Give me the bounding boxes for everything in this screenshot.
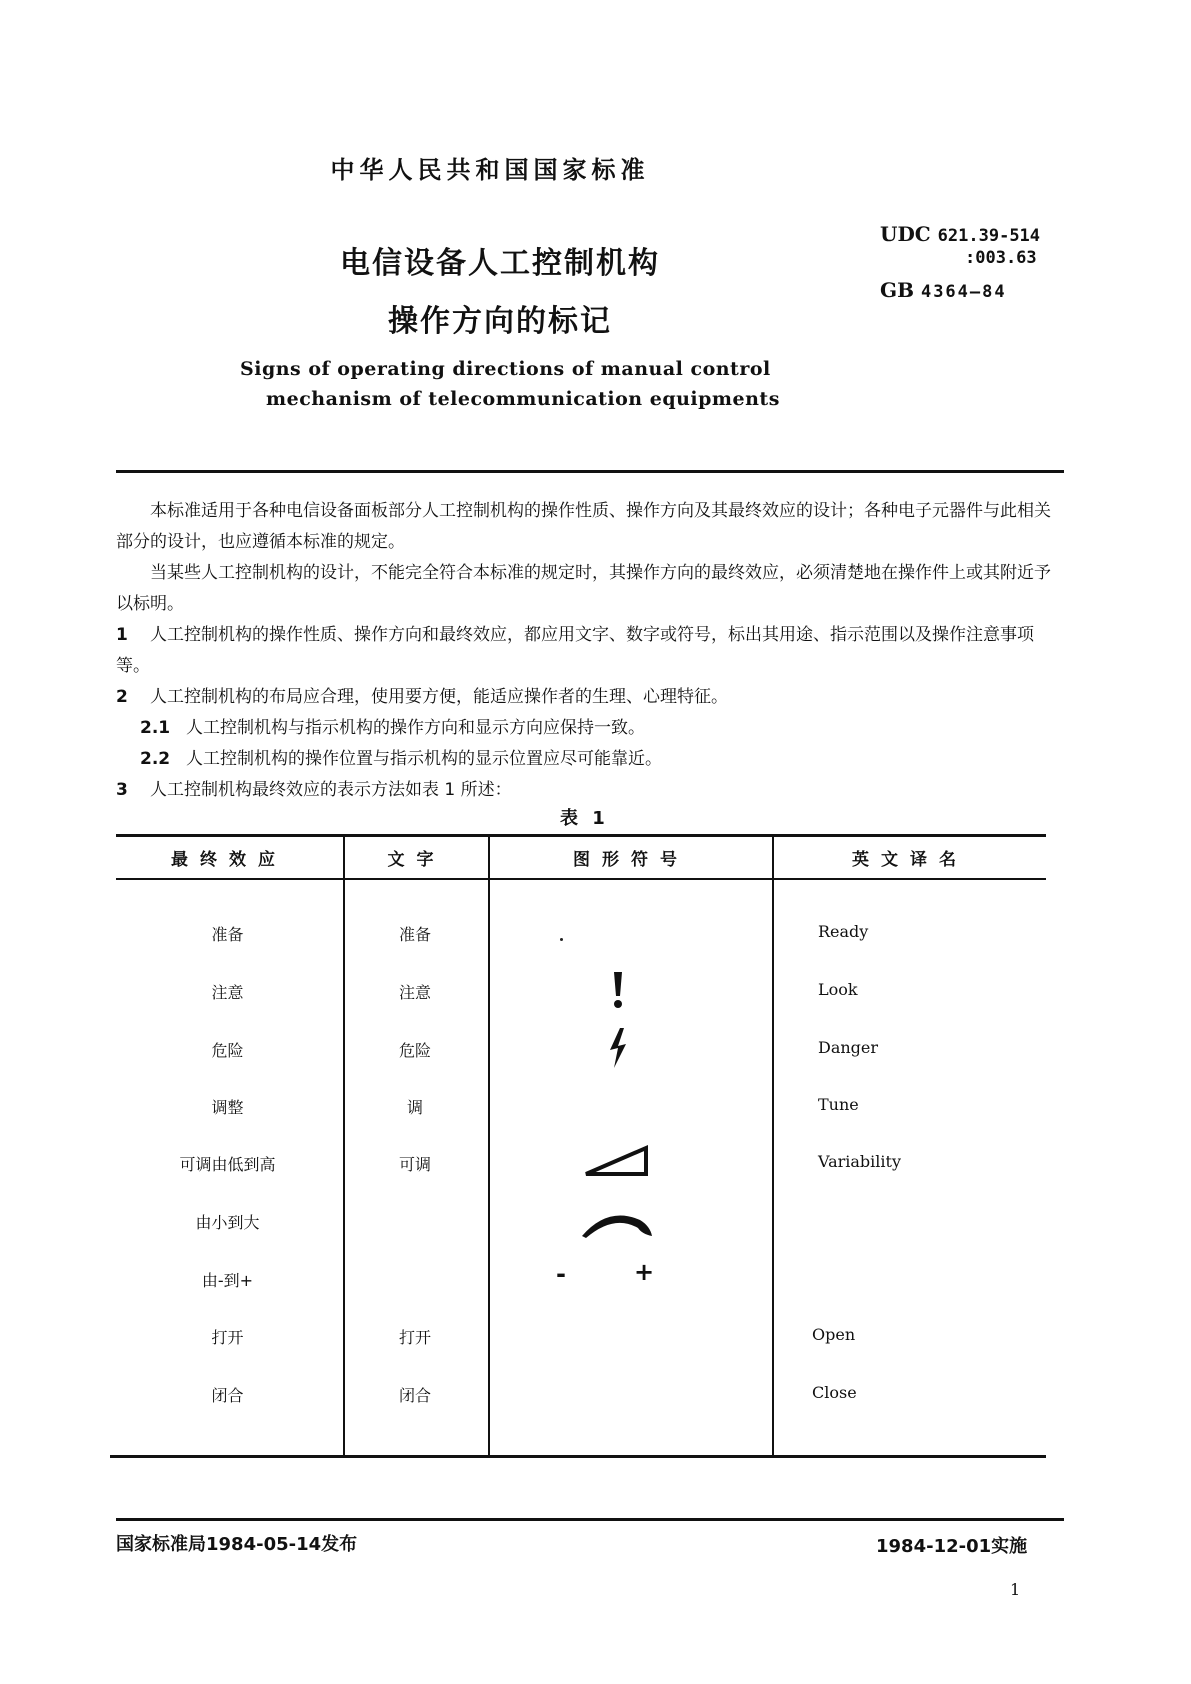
table-row-text: 准备 — [398, 925, 431, 944]
table-row-text: 注意 — [398, 983, 431, 1002]
gb-code-number: 4364—84 — [920, 282, 1007, 302]
udc-label: UDC — [880, 222, 931, 246]
clause-1 — [116, 620, 1064, 682]
clause-3-text: 人工控制机构最终效应的表示方法如表 1 所述： — [150, 780, 512, 800]
effective-date: 1984-12-01实施 — [876, 1536, 1028, 1557]
table-bottom-rule — [110, 1455, 1046, 1458]
lightning-icon — [606, 1026, 630, 1070]
table-row-english: Look — [818, 980, 858, 999]
table-row-text: 打开 — [398, 1328, 431, 1347]
clause-1-text: 人工控制机构的操作性质、操作方向和最终效应，都应用文字、数字或符号，标出其用途、指示范围以及操作注意事项等。 — [116, 625, 1034, 676]
table-header-rule — [116, 878, 1046, 880]
table-row-effect: 由-到+ — [201, 1271, 254, 1290]
table-caption: 表 1 — [560, 808, 609, 829]
clause-3 — [116, 775, 1064, 806]
table-header-english: 英文译名 — [852, 850, 968, 870]
table-row-english: Tune — [818, 1095, 859, 1114]
intro-paragraph-1-text: 本标准适用于各种电信设备面板部分人工控制机构的操作性质、操作方向及其最终效应的设计；各种电子元器件与此相关部分的设计，也应遵循本标准的规定。 — [116, 501, 1051, 552]
clause-2-2 — [140, 744, 1064, 775]
table-row-effect: 由小到大 — [195, 1213, 260, 1232]
header-divider — [116, 470, 1064, 473]
table-row-english: Danger — [818, 1038, 879, 1057]
table-row-text: 危险 — [398, 1041, 431, 1060]
title-zh-line1: 电信设备人工控制机构 — [340, 246, 660, 281]
standard-type-heading: 中华人民共和国国家标准 — [330, 156, 650, 184]
table-row-effect: 注意 — [211, 983, 244, 1002]
arc-icon — [578, 1206, 658, 1246]
table-row-english: Ready — [818, 922, 869, 941]
minus-sign: - — [556, 1260, 566, 1288]
page-number: 1 — [1010, 1580, 1021, 1599]
table-row-text: 调 — [406, 1098, 423, 1117]
dot-icon — [560, 938, 563, 941]
clause-2-text: 人工控制机构的布局应合理，使用要方便，能适应操作者的生理、心理特征。 — [150, 687, 728, 707]
table-header-text: 文字 — [387, 850, 446, 870]
gb-label: GB — [880, 278, 914, 302]
plus-sign: + — [634, 1258, 655, 1286]
title-en-line1: Signs of operating directions of manual control — [240, 358, 771, 380]
clause-2-2-number: 2.2 — [140, 749, 171, 769]
title-zh-line2: 操作方向的标记 — [388, 304, 612, 339]
table-row-effect: 闭合 — [211, 1386, 244, 1405]
table-row-english: Variability — [818, 1152, 901, 1171]
wedge-icon — [582, 1144, 652, 1178]
issue-date: 国家标准局1984-05-14发布 — [116, 1534, 358, 1555]
title-en-line2: mechanism of telecommunication equipments — [266, 388, 780, 410]
exclamation-icon — [610, 970, 626, 1010]
udc-code — [880, 222, 1040, 246]
table-column-divider-3 — [772, 834, 774, 1456]
table-row-english: Close — [812, 1383, 857, 1402]
intro-paragraph-1 — [116, 496, 1064, 558]
clause-2-2-text: 人工控制机构的操作位置与指示机构的显示位置应尽可能靠近。 — [186, 749, 662, 769]
minus-plus-icon — [556, 1260, 666, 1290]
clause-2-number: 2 — [116, 687, 128, 707]
intro-paragraph-2-text: 当某些人工控制机构的设计，不能完全符合本标准的规定时，其操作方向的最终效应，必须清楚地在操作件上或其附近予以标明。 — [116, 563, 1051, 614]
clause-2-1 — [140, 713, 1064, 744]
table-row-text: 闭合 — [398, 1386, 431, 1405]
table-row-effect: 准备 — [211, 925, 244, 944]
table-column-divider-2 — [488, 834, 490, 1456]
intro-paragraph-2 — [116, 558, 1064, 620]
table-row-effect: 调整 — [211, 1098, 244, 1117]
gb-code — [880, 278, 1007, 302]
table-row-effect: 危险 — [211, 1041, 244, 1060]
clause-2 — [116, 682, 1064, 713]
table-row-english: Open — [812, 1325, 856, 1344]
clause-2-1-number: 2.1 — [140, 718, 171, 738]
udc-code-line2: :003.63 — [965, 248, 1037, 268]
table-top-rule — [116, 834, 1046, 837]
table-row-effect: 可调由低到高 — [179, 1155, 276, 1174]
table-header-symbol: 图形符号 — [573, 850, 689, 870]
table-row-effect: 打开 — [211, 1328, 244, 1347]
clause-2-1-text: 人工控制机构与指示机构的操作方向和显示方向应保持一致。 — [186, 718, 645, 738]
clause-1-number: 1 — [116, 625, 128, 645]
table-row-text: 可调 — [398, 1155, 431, 1174]
footer-rule — [116, 1518, 1064, 1521]
clause-3-number: 3 — [116, 780, 128, 800]
table-header-effect: 最终效应 — [171, 850, 287, 870]
udc-code-line1: 621.39-514 — [937, 226, 1041, 246]
